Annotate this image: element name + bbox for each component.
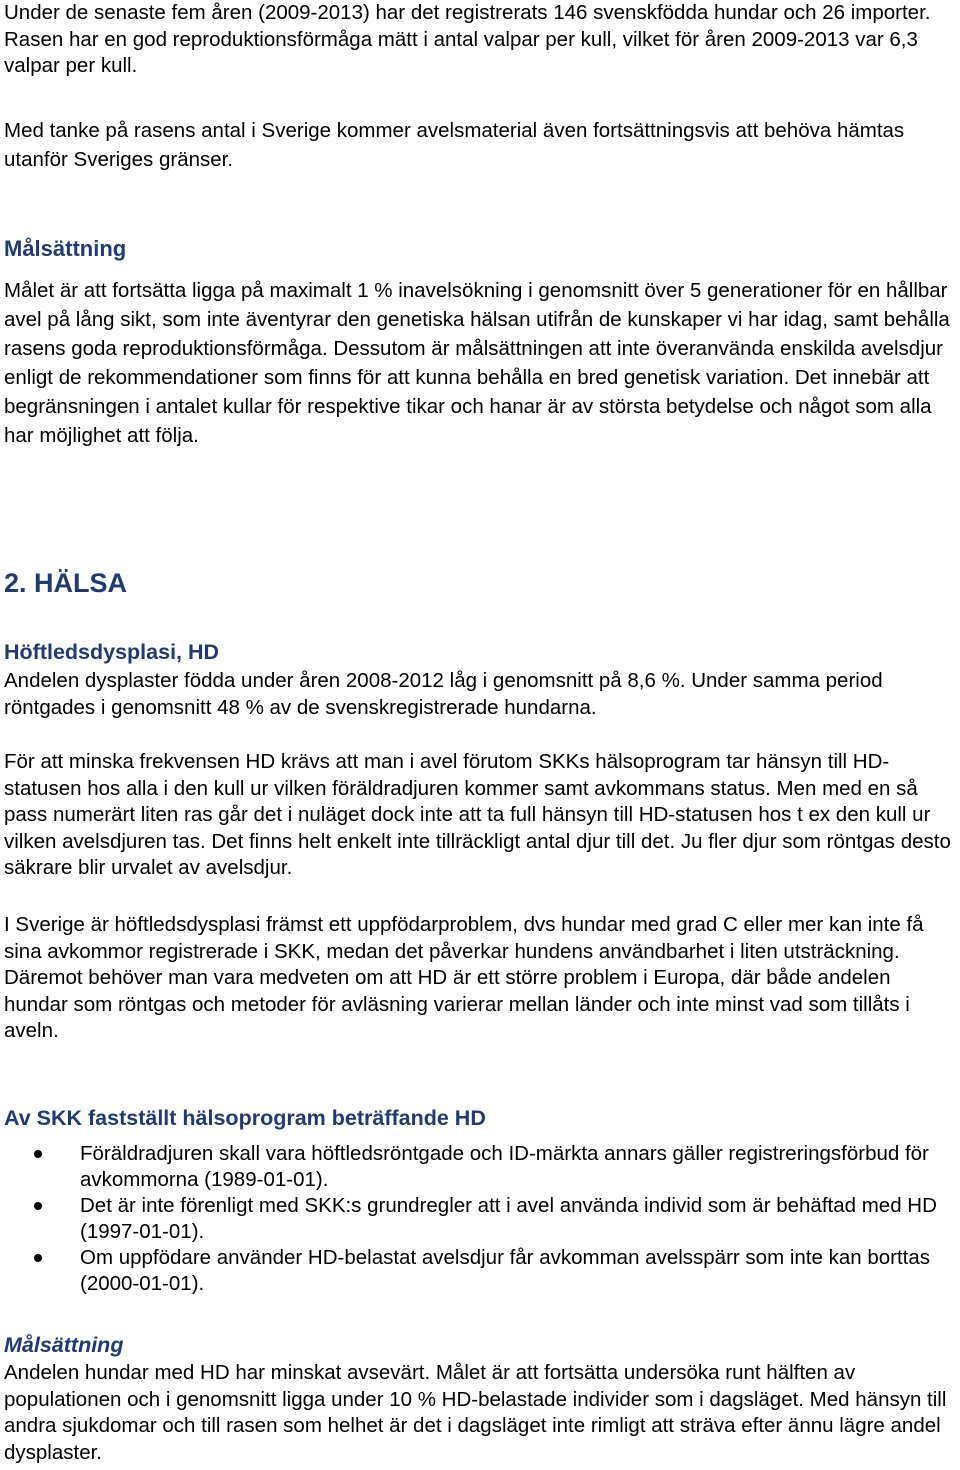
bullet-dot-icon: [34, 1202, 42, 1210]
bullet-text: Om uppfödare använder HD-belastat avelsdjur får avkomman avelsspärr som inte kan borttas (2000-01-01).: [80, 1246, 931, 1295]
hd-paragraph-3: I Sverige är höftledsdysplasi främst ett uppfödarproblem, dvs hundar med grad C eller mer kan inte få sina avkommor registrerade i SKK, medan det påverkar hundens användbarhet i liten utsträckning. Däremot behöver man vara medveten om att HD är ett större problem i Europa, där både andelen hundar som röntgas och metoder för avläsning varierar mellan länder och inte minst vad som tillåts i aveln.: [4, 913, 924, 1042]
bullet-dot-icon: [34, 1150, 42, 1158]
hd-paragraph-1: Andelen dysplaster födda under åren 2008-2012 låg i genomsnitt på 8,6 %. Under samma period röntgades i genomsnitt 48 % av de svenskregistrerade hundarna.: [4, 669, 883, 719]
bullet-text: Föräldradjuren skall vara höftledsröntgade och ID-märkta annars gäller registreringsförbud för avkommorna (1989-01-01).: [80, 1142, 929, 1191]
goal-section-1: [4, 234, 958, 264]
bullet-text: Det är inte förenligt med SKK:s grundregler att i avel använda individ som är behäftad med HD (1997-01-01).: [80, 1194, 937, 1243]
program-heading: Av SKK fastställt hälsoprogram beträffande HD: [4, 1106, 486, 1130]
list-item: [4, 1193, 958, 1245]
health-section: [4, 566, 958, 600]
goal-paragraph-1: Målet är att fortsätta ligga på maximalt 1 % inavelsökning i genomsnitt över 5 generationer för en hållbar avel på lång sikt, som inte äventyrar den genetiska hälsan utifrån de kunskaper vi har idag, samt behålla rasens goda reproduktionsförmåga. Dessutom är målsättningen att inte överanvända enskilda avelsdjur enligt de rekommendationer som finns för att kunna behålla en bred genetisk variation. Det innebär att begränsningen i antalet kullar för respektive tikar och hanar är av största betydelse och något som alla har möjlighet att följa.: [4, 279, 950, 447]
goal-heading-1: Målsättning: [4, 236, 127, 261]
goal-paragraph-2: Andelen hundar med HD har minskat avsevärt. Målet är att fortsätta undersöka runt hälften av populationen och i genomsnitt ligga under 10 % HD-belastade individer som i dagsläget. Med hänsyn till andra sjukdomar och till rasen som helhet är det i dagsläget inte rimligt att sträva efter ännu lägre andel dysplaster.: [4, 1361, 947, 1464]
hd-section: [4, 637, 958, 667]
health-heading: 2. HÄLSA: [4, 568, 128, 598]
list-item: [4, 1141, 958, 1193]
intro-paragraph-1: Under de senaste fem åren (2009-2013) har det registrerats 146 svenskfödda hundar och 26 importer. Rasen har en god reproduktionsförmåga mätt i antal valpar per kull, vilket för åren 2009-2013 var 6,3 valpar per kull.: [4, 1, 931, 77]
goal-text-block-1: [4, 276, 958, 450]
hd-paragraph-2: För att minska frekvensen HD krävs att man i avel förutom SKKs hälsoprogram tar hänsyn till HD-statusen hos alla i den kull ur vilken föräldradjuren kommer samt avkommans status. Men med en så pass numerärt liten ras går det i nuläget dock inte att ta full hänsyn till HD-statusen hos t ex den kull ur vilken avelsdjuren tas. Det finns helt enkelt inte tillräckligt antal djur till det. Ju fler djur som röntgas desto säkrare blir urvalet av avelsdjur.: [4, 750, 951, 879]
list-item: [4, 1245, 958, 1297]
intro-section-2: [4, 116, 958, 174]
intro-section: [4, 0, 958, 80]
program-section: [4, 1103, 958, 1133]
program-list-block: [4, 1141, 958, 1297]
goal-heading-2: Målsättning: [4, 1333, 124, 1357]
goal-section-2: [4, 1330, 958, 1360]
hd-heading: Höftledsdysplasi, HD: [4, 640, 220, 664]
hd-paragraph-block-3: [4, 912, 958, 1045]
intro-paragraph-2: Med tanke på rasens antal i Sverige kommer avelsmaterial även fortsättningsvis att behöva hämtas utanför Sveriges gränser.: [4, 119, 905, 171]
hd-paragraph-block-1: [4, 668, 958, 721]
hd-paragraph-block-2: [4, 749, 958, 882]
program-bullet-list: [4, 1141, 958, 1297]
bullet-dot-icon: [34, 1254, 42, 1262]
goal-text-block-2: [4, 1360, 958, 1466]
